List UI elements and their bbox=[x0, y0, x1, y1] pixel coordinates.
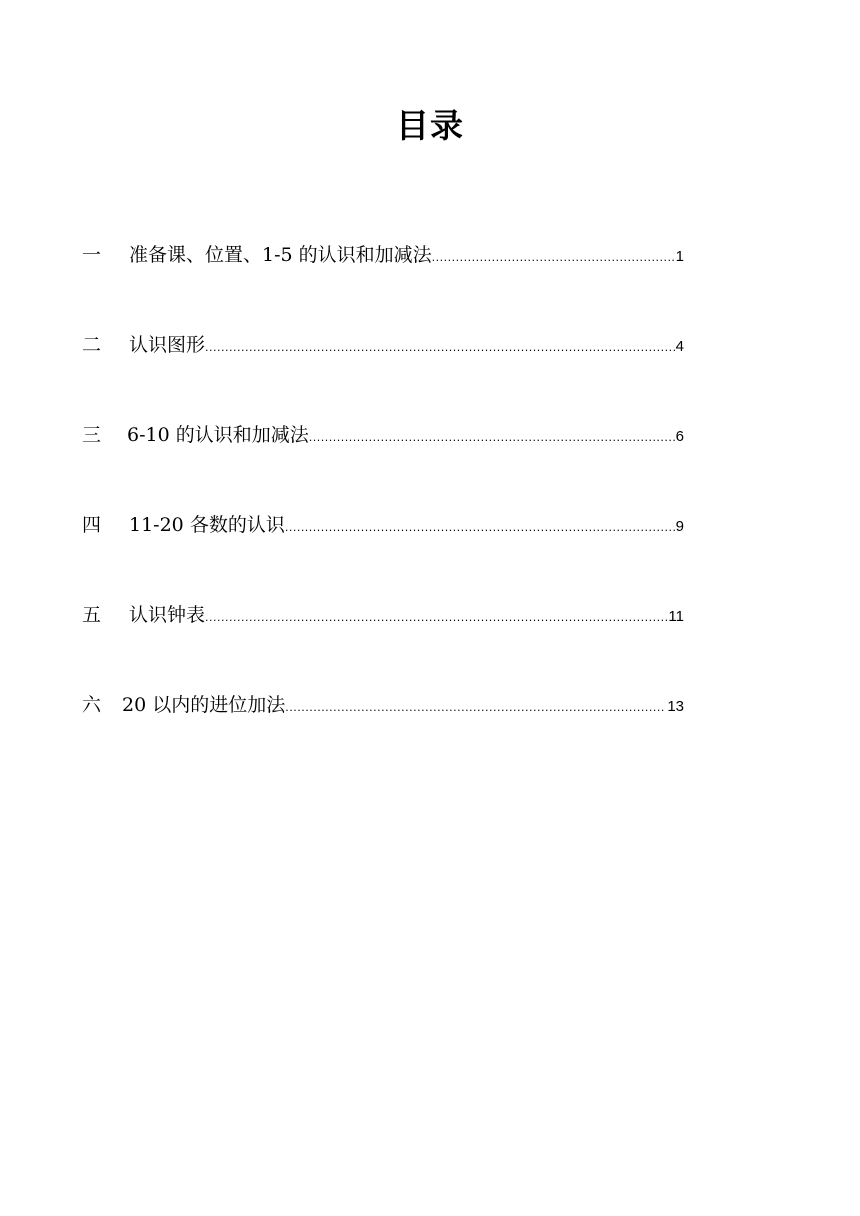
toc-dot-leader bbox=[285, 691, 666, 725]
toc-entry-number: 六 bbox=[82, 694, 102, 716]
toc-entry-number: 五 bbox=[82, 604, 102, 626]
toc-entry[interactable] bbox=[82, 598, 684, 688]
toc-entry-title: 认识图形 bbox=[129, 334, 206, 356]
toc-dot-leader bbox=[309, 421, 675, 455]
toc-entry[interactable] bbox=[82, 238, 684, 328]
toc-entry[interactable] bbox=[82, 418, 684, 508]
toc-entry-title: 认识钟表 bbox=[129, 604, 206, 626]
toc-entry-page: 9 bbox=[675, 518, 684, 535]
toc-dot-leader bbox=[285, 511, 675, 545]
toc-entry[interactable] bbox=[82, 688, 684, 778]
toc-entry-page: 11 bbox=[668, 608, 684, 625]
toc-entry-number: 三 bbox=[82, 424, 102, 446]
toc-entry-title: 20 以内的进位加法 bbox=[122, 694, 286, 716]
toc-entry-page: 1 bbox=[675, 248, 684, 265]
toc-entry-number: 一 bbox=[82, 244, 102, 266]
toc-entry-page: 6 bbox=[675, 428, 684, 445]
toc-dot-leader bbox=[432, 241, 675, 275]
toc-entry[interactable] bbox=[82, 328, 684, 418]
toc-entry-title: 6-10 的认识和加减法 bbox=[127, 424, 309, 446]
toc-entry-number: 二 bbox=[82, 334, 102, 356]
toc-entry-page: 13 bbox=[667, 698, 684, 715]
toc-list bbox=[82, 238, 684, 778]
toc-title: 目录 bbox=[396, 106, 464, 145]
toc-entry-title: 准备课、位置、1-5 的认识和加减法 bbox=[129, 244, 432, 266]
toc-entry-page: 4 bbox=[675, 338, 684, 355]
toc-dot-leader bbox=[205, 601, 667, 635]
toc-dot-leader bbox=[205, 331, 675, 365]
toc-entry-number: 四 bbox=[82, 514, 102, 536]
toc-entry-title: 11-20 各数的认识 bbox=[129, 514, 285, 536]
toc-entry[interactable] bbox=[82, 508, 684, 598]
